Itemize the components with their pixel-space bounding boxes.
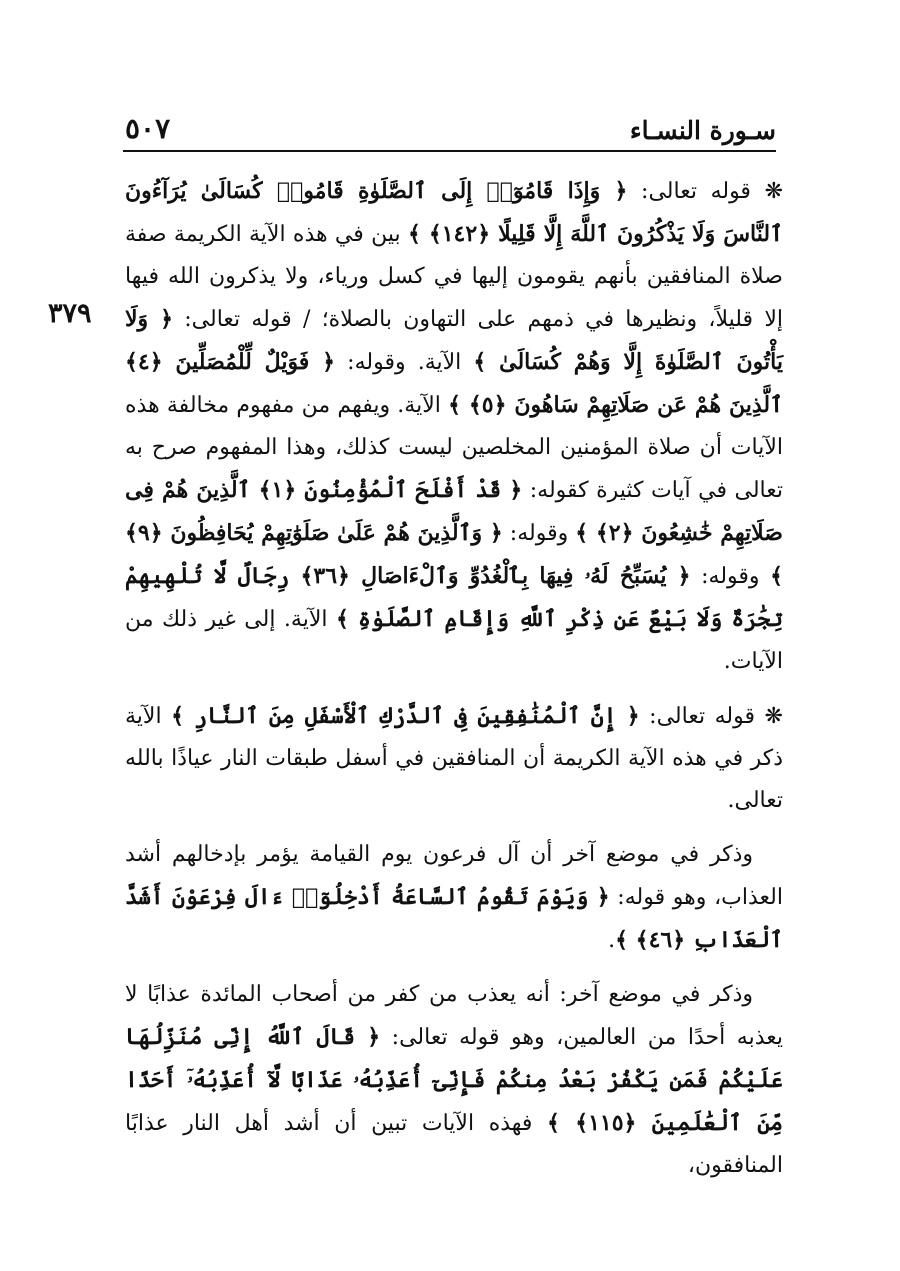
commentary-text: الآية. وقوله: <box>335 350 474 375</box>
margin-page-reference: ٣٧٩ <box>48 298 92 329</box>
commentary-text: بين في هذه الآية الكريمة صفة صلاة المنافقين بأنهم يقومون إليها في كسل ورياء، ولا يذكرون الله فيها إلا قليلاً، ونظيرها في ذمهم على التهاون بالصلاة؛ / قوله تعالى: <box>125 222 783 332</box>
commentary-text: وذكر في موضع آخر: أنه يعذب من كفر من أصحاب المائدة عذابًا لا يعذبه أحدًا من العالمين، وهو قوله تعالى: <box>125 982 783 1050</box>
quran-verse: ﴿ وَيَوْمَ تَقُومُ ٱلسَّاعَةُ أَدْخِلُوٓا۟ ءَالَ فِرْعَوْنَ أَشَدَّ ٱلْعَذَابِ ﴿٤٦﴾ ﴾ <box>125 884 783 953</box>
quran-verse: ﴿ فَوَيْلٌ لِّلْمُصَلِّينَ ﴿٤﴾ ٱلَّذِينَ هُمْ عَن صَلَاتِهِمْ سَاهُونَ ﴿٥﴾ ﴾ <box>125 349 783 418</box>
quran-verse: ﴿ قَالَ ٱللَّهُ إِنِّى مُنَزِّلُهَا عَلَيْكُمْ فَمَن يَكْفُرْ بَعْدُ مِنكُمْ فَإِنِّىٓ أُعَذِّبُهُۥ عَذَابًا لَّآ أُعَذِّبُهُۥٓ أَحَدًا مِّنَ ٱلْعَٰلَمِينَ ﴿١١٥﴾ ﴾ <box>125 1024 783 1136</box>
commentary-text: وذكر في موضع آخر أن آل فرعون يوم القيامة يؤمر بإدخالهم أشد العذاب، وهو قوله: <box>125 842 783 910</box>
commentary-text: الآية ذكر في هذه الآية الكريمة أن المنافقين في أسفل طبقات النار عياذًا بالله تعالى. <box>125 704 783 813</box>
paragraph <box>125 170 783 683</box>
quran-verse: ﴿ وَٱلَّذِينَ هُمْ عَلَىٰ صَلَوَٰتِهِمْ يُحَافِظُونَ ﴿٩﴾ ﴾ <box>125 520 784 589</box>
commentary-text: وقوله: <box>690 564 771 589</box>
quran-verse: ﴿ وَلَا يَأْتُونَ ٱلصَّلَوٰةَ إِلَّا وَهُمْ كُسَالَىٰ ﴾ <box>125 306 783 375</box>
commentary-text: الآية. إلى غير ذلك من الآيات. <box>125 607 783 674</box>
quran-verse: ﴿ وَإِذَا قَامُوٓا۟ إِلَى ٱلصَّلَوٰةِ قَامُوا۟ كُسَالَىٰ يُرَآءُونَ ٱلنَّاسَ وَلَا يَذْكُرُونَ ٱللَّهَ إِلَّا قَلِيلًا ﴿١٤٢﴾ ﴾ <box>125 178 783 247</box>
commentary-text: . <box>608 928 616 953</box>
body-text <box>125 170 783 1187</box>
quran-verse: ﴿ إِنَّ ٱلْمُنَٰفِقِينَ فِى ٱلدَّرْكِ ٱلْأَسْفَلِ مِنَ ٱلنَّارِ ﴾ <box>171 703 640 729</box>
page-header <box>123 108 776 152</box>
commentary-text: ❋ قوله تعالى: <box>639 704 783 729</box>
commentary-text: ❋ قوله تعالى: <box>627 179 784 204</box>
commentary-text: فهذه الآيات تبين أن أشد أهل النار عذابًا المنافقون، <box>125 1111 783 1178</box>
surah-title: سـورة النسـاء <box>629 116 776 145</box>
page-number: ٥٠٧ <box>125 112 171 145</box>
paragraph <box>125 695 783 822</box>
quran-verse: ﴿ قَدْ أَفْلَحَ ٱلْمُؤْمِنُونَ ﴿١﴾ ٱلَّذِينَ هُمْ فِى صَلَاتِهِمْ خَٰشِعُونَ ﴿٢﴾ ﴾ <box>125 477 783 546</box>
commentary-text: الآية. ويفهم من مفهوم مخالفة هذه الآيات أن صلاة المؤمنين المخلصين ليست كذلك، وهذا المفهوم صرح به تعالى في آيات كثيرة كقوله: <box>125 393 783 503</box>
quran-verse: ﴿ يُسَبِّحُ لَهُۥ فِيهَا بِٱلْغُدُوِّ وَٱلْءَاصَالِ ﴿٣٦﴾ رِجَالٌ لَّا تُلْهِيهِمْ تِجَٰرَةٌ وَلَا بَيْعٌ عَن ذِكْرِ ٱللَّهِ وَإِقَامِ ٱلصَّلَوٰةِ ﴾ <box>125 563 783 632</box>
commentary-text: وقوله: <box>502 521 576 546</box>
paragraph <box>125 974 783 1187</box>
paragraph <box>125 834 783 962</box>
